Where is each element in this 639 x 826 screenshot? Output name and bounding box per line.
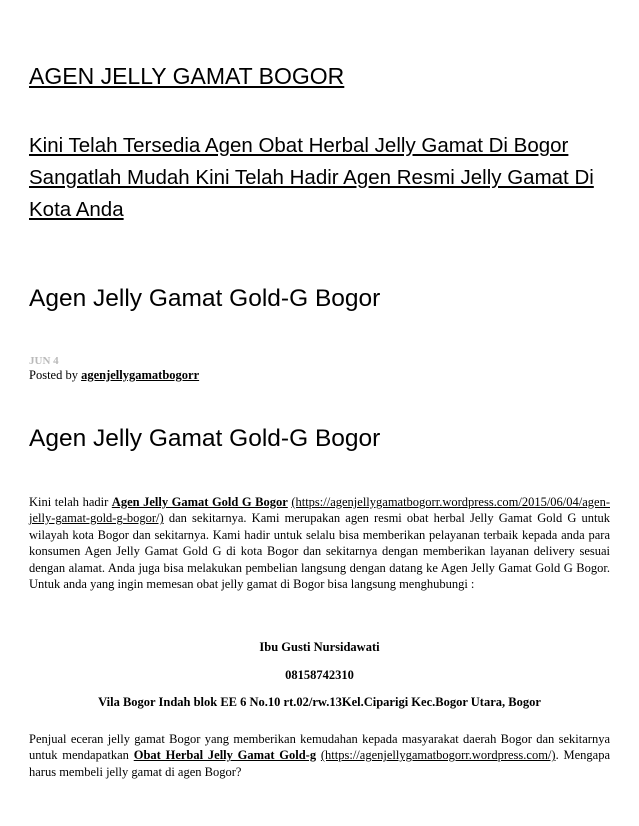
paragraph-1-body: dan sekitarnya. Kami merupakan agen resmi obat herbal Jelly Gamat Gold G untuk wilayah kota Bogor dan sekitarnya. Kami hadir untuk selalu bisa memberikan pelayanan terbaik kepada anda para konsumen Agen Jelly Gamat Gold G di kota Bogor dan sekitarnya dengan memberikan layanan delivery sesuai dengan alamat. Anda juga bisa melakukan pembelian langsung dengan datang ke Agen Jelly Gamat Gold G Bogor. Untuk anda yang ingin memesan obat jelly gamat di Bogor bisa langsung menghubungi : xyxy=(29,511,610,592)
agen-link[interactable]: Agen Jelly Gamat Gold G Bogor xyxy=(111,495,288,509)
posted-by-label: Posted by xyxy=(29,368,82,382)
contact-name: Ibu Gusti Nursidawati xyxy=(259,640,380,654)
author-link[interactable]: agenjellygamatbogorr xyxy=(81,368,200,382)
paragraph-1-prefix: Kini telah hadir xyxy=(29,495,112,509)
obat-herbal-link[interactable]: Obat Herbal Jelly Gamat Gold-g xyxy=(133,748,317,763)
obat-herbal-link-url[interactable]: (https://agenjellygamatbogorr.wordpress.com/) xyxy=(320,748,556,763)
post-title: Agen Jelly Gamat Gold-G Bogor xyxy=(29,425,381,452)
paragraph-2-suffix: . Mengapa harus membeli jelly gamat di agen Bogor? xyxy=(29,748,610,779)
site-title[interactable]: AGEN JELLY GAMAT BOGOR xyxy=(29,63,345,89)
paragraph-2-prefix: Penjual eceran jelly gamat Bogor yang memberikan kemudahan kepada masyarakat daerah Bogor dan sekitarnya untuk mendapatkan xyxy=(29,732,610,763)
contact-phone: 08158742310 xyxy=(285,668,354,682)
agen-link-url[interactable]: (https://agenjellygamatbogorr.wordpress.com/2015/06/04/agen-jelly-gamat-gold-g-bogor/) xyxy=(29,495,610,526)
site-description[interactable]: Kini Telah Tersedia Agen Obat Herbal Jelly Gamat Di Bogor Sangatlah Mudah Kini Telah Hadir Agen Resmi Jelly Gamat Di Kota Anda xyxy=(29,134,594,221)
posted-by xyxy=(29,368,199,383)
post-heading: Agen Jelly Gamat Gold-G Bogor xyxy=(29,285,381,312)
post-paragraph-1 xyxy=(29,494,610,592)
post-paragraph-2 xyxy=(29,731,610,780)
contact-address: Vila Bogor Indah blok EE 6 No.10 rt.02/rw.13Kel.Ciparigi Kec.Bogor Utara, Bogor xyxy=(98,695,541,709)
post-date: JUN 4 xyxy=(29,355,59,367)
